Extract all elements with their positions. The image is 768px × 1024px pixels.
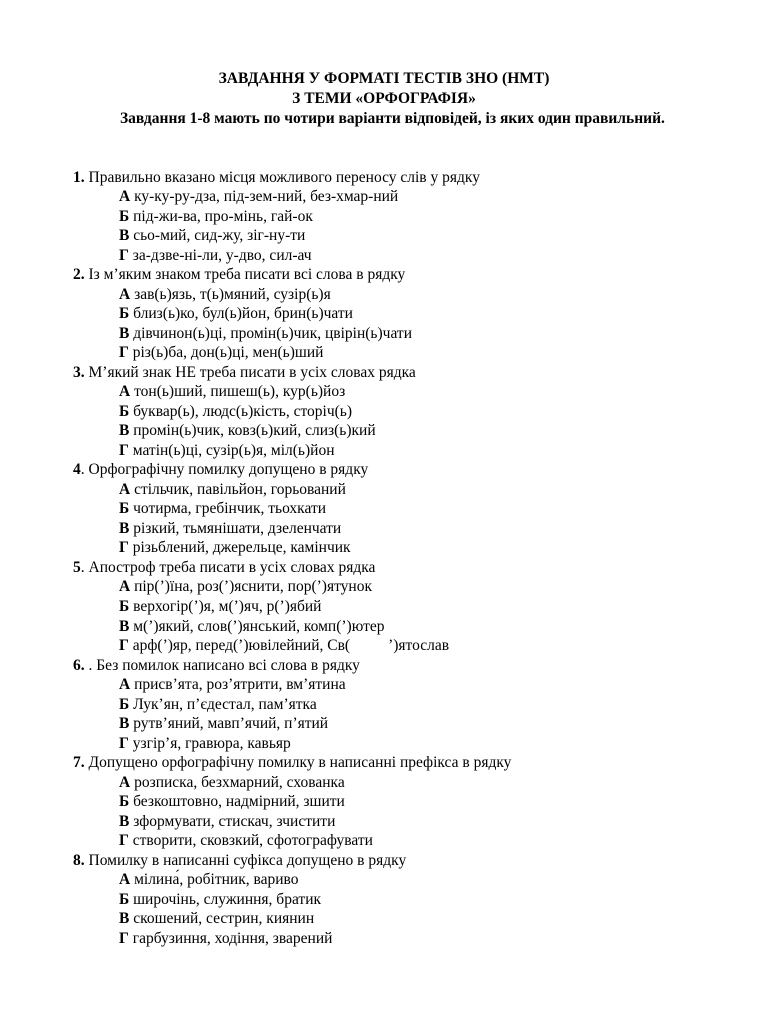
- option-letter: Г: [119, 735, 129, 752]
- option-letter: А: [119, 286, 131, 303]
- option-letter: Г: [119, 637, 129, 654]
- option-2-a: [119, 285, 331, 305]
- option-letter: А: [119, 774, 131, 791]
- question-2: [73, 265, 405, 285]
- option-text: створити, сковзкий, сфотографувати: [128, 832, 373, 849]
- option-letter: А: [119, 383, 131, 400]
- option-letter: А: [119, 676, 131, 693]
- option-text: гарбузиння, ходіння, зварений: [128, 930, 333, 947]
- option-text: матін(ь)ці, сузір(ь)я, міл(ь)йон: [128, 442, 335, 459]
- option-3-c: [119, 421, 376, 441]
- question-5: [73, 558, 375, 578]
- option-4-d: [119, 538, 351, 558]
- option-text: м(’)який, слов(’)янський, комп(’)ютер: [129, 618, 385, 635]
- question-3: [73, 363, 416, 383]
- option-2-b: [119, 304, 353, 324]
- option-text: чотирма, гребінчик, тьохкати: [129, 500, 327, 517]
- option-text: мілина́, робітник, вариво: [130, 871, 299, 888]
- option-text: буквар(ь), людс(ь)кість, сторіч(ь): [129, 403, 353, 420]
- question-number: 7.: [73, 754, 85, 771]
- option-letter: В: [119, 422, 130, 439]
- option-1-b: [119, 207, 313, 227]
- option-letter: Г: [119, 442, 129, 459]
- option-letter: В: [119, 715, 130, 732]
- option-letter: Б: [119, 208, 130, 225]
- option-text: під-жи-ва, про-мінь, гай-ок: [129, 208, 313, 225]
- option-letter: Б: [119, 891, 130, 908]
- option-1-a: [119, 187, 398, 207]
- question-1: [73, 168, 480, 188]
- question-text: Допущено орфографічну помилку в написанні префікса в рядку: [84, 754, 512, 771]
- option-text: рутв’яний, мавп’ячий, п’ятий: [129, 715, 329, 732]
- question-4: [73, 460, 368, 480]
- question-number: 8.: [73, 852, 85, 869]
- question-text: . Апостроф треба писати в усіх словах рядка: [80, 559, 376, 576]
- option-letter: Г: [119, 539, 129, 556]
- question-text: . Без помилок написано всі слова в рядку: [84, 657, 360, 674]
- option-letter: А: [119, 871, 131, 888]
- option-text: тон(ь)ший, пишеш(ь), кур(ь)йоз: [130, 383, 346, 400]
- option-5-c: [119, 617, 385, 637]
- option-text: зав(ь)язь, т(ь)мяний, сузір(ь)я: [130, 286, 331, 303]
- option-7-d: [119, 831, 373, 851]
- option-text: зформувати, стискач, зчистити: [129, 813, 336, 830]
- option-text: дівчинон(ь)ці, промін(ь)чик, цвірін(ь)чати: [129, 325, 412, 342]
- option-letter: Г: [119, 930, 129, 947]
- option-text: узгір’я, гравюра, кавьяр: [128, 735, 291, 752]
- instructions: Завдання 1-8 мають по чотири варіанти відповідей, із яких один правильний.: [120, 110, 665, 127]
- option-letter: Г: [119, 344, 129, 361]
- option-letter: В: [119, 910, 130, 927]
- option-letter: В: [119, 813, 130, 830]
- option-text: ку-ку-ру-дза, під-зем-ний, без-хмар-ний: [130, 188, 399, 205]
- option-letter: Б: [119, 696, 130, 713]
- option-letter: Г: [119, 832, 129, 849]
- option-1-c: [119, 226, 305, 246]
- option-letter: В: [119, 520, 130, 537]
- option-7-a: [119, 773, 345, 793]
- option-8-a: [119, 870, 299, 890]
- option-text: стільчик, павільйон, горьований: [130, 481, 346, 498]
- option-text: за-дзве-ні-ли, у-дво, сил-ач: [128, 247, 312, 264]
- option-8-b: [119, 890, 321, 910]
- option-5-a: [119, 577, 372, 597]
- option-7-b: [119, 792, 345, 812]
- question-text: Із м’яким знаком треба писати всі слова в рядку: [84, 266, 406, 283]
- option-3-d: [119, 441, 335, 461]
- option-letter: А: [119, 481, 131, 498]
- option-text: розписка, безхмарний, схованка: [130, 774, 345, 791]
- option-6-d: [119, 734, 291, 754]
- option-letter: В: [119, 325, 130, 342]
- option-text: сьо-мий, сид-жу, зіг-ну-ти: [129, 227, 306, 244]
- option-letter: В: [119, 618, 130, 635]
- question-text: Правильно вказано місця можливого переносу слів у рядку: [84, 169, 480, 186]
- option-6-b: [119, 695, 317, 715]
- question-7: [73, 753, 511, 773]
- option-letter: В: [119, 227, 130, 244]
- document-title: ЗАВДАННЯ У ФОРМАТІ ТЕСТІВ ЗНО (НМТ): [218, 70, 550, 87]
- question-number: 1.: [73, 169, 85, 186]
- option-8-c: [119, 909, 314, 929]
- option-8-d: [119, 929, 332, 949]
- option-text: різьблений, джерельце, камінчик: [128, 539, 351, 556]
- option-5-d: [119, 636, 449, 656]
- option-letter: Б: [119, 305, 130, 322]
- option-letter: Б: [119, 403, 130, 420]
- option-text: близ(ь)ко, бул(ь)йон, брин(ь)чати: [129, 305, 353, 322]
- question-8: [73, 851, 406, 871]
- question-number: 2.: [73, 266, 85, 283]
- option-6-c: [119, 714, 328, 734]
- option-text: безкоштовно, надмірний, зшити: [129, 793, 345, 810]
- question-text: . Орфографічну помилку допущено в рядку: [80, 461, 369, 478]
- option-4-c: [119, 519, 341, 539]
- question-text: Помилку в написанні суфікса допущено в рядку: [84, 852, 407, 869]
- option-text: присв’ята, роз’ятрити, вм’ятина: [130, 676, 346, 693]
- option-text: різкий, тьмянішати, дзеленчати: [129, 520, 342, 537]
- option-letter: А: [119, 578, 131, 595]
- option-6-a: [119, 675, 346, 695]
- option-text: арф(’)яр, перед(’)ювілейний, Св(: [128, 637, 351, 654]
- option-letter: Г: [119, 247, 129, 264]
- option-text: Лук’ян, п’єдестал, пам’ятка: [129, 696, 317, 713]
- question-number: 5: [73, 559, 81, 576]
- option-text: широчінь, служиння, братик: [129, 891, 322, 908]
- option-text: пір(’)їна, роз(’)яснити, пор(’)ятунок: [130, 578, 372, 595]
- option-text: різ(ь)ба, дон(ь)ці, мен(ь)ший: [128, 344, 324, 361]
- option-4-a: [119, 480, 346, 500]
- option-5-b: [119, 597, 321, 617]
- option-1-d: [119, 246, 312, 266]
- question-number: 6.: [73, 657, 85, 674]
- option-text: верхогір(’)я, м(’)яч, р(’)ябий: [129, 598, 322, 615]
- option-text-after-gap: ’)ятослав: [388, 637, 450, 654]
- option-3-a: [119, 382, 345, 402]
- option-letter: А: [119, 188, 131, 205]
- option-4-b: [119, 499, 326, 519]
- option-2-d: [119, 343, 323, 363]
- question-number: 4: [73, 461, 81, 478]
- option-text: скошений, сестрин, киянин: [129, 910, 315, 927]
- option-letter: Б: [119, 500, 130, 517]
- option-7-c: [119, 812, 335, 832]
- option-text: промін(ь)чик, ковз(ь)кий, слиз(ь)кий: [129, 422, 376, 439]
- question-text: М’який знак НЕ треба писати в усіх словах рядка: [84, 364, 416, 381]
- question-6: [73, 656, 360, 676]
- question-number: 3.: [73, 364, 85, 381]
- document-subtitle: З ТЕМИ «ОРФОГРАФІЯ»: [292, 90, 476, 107]
- option-2-c: [119, 324, 412, 344]
- option-3-b: [119, 402, 352, 422]
- option-letter: Б: [119, 598, 130, 615]
- option-letter: Б: [119, 793, 130, 810]
